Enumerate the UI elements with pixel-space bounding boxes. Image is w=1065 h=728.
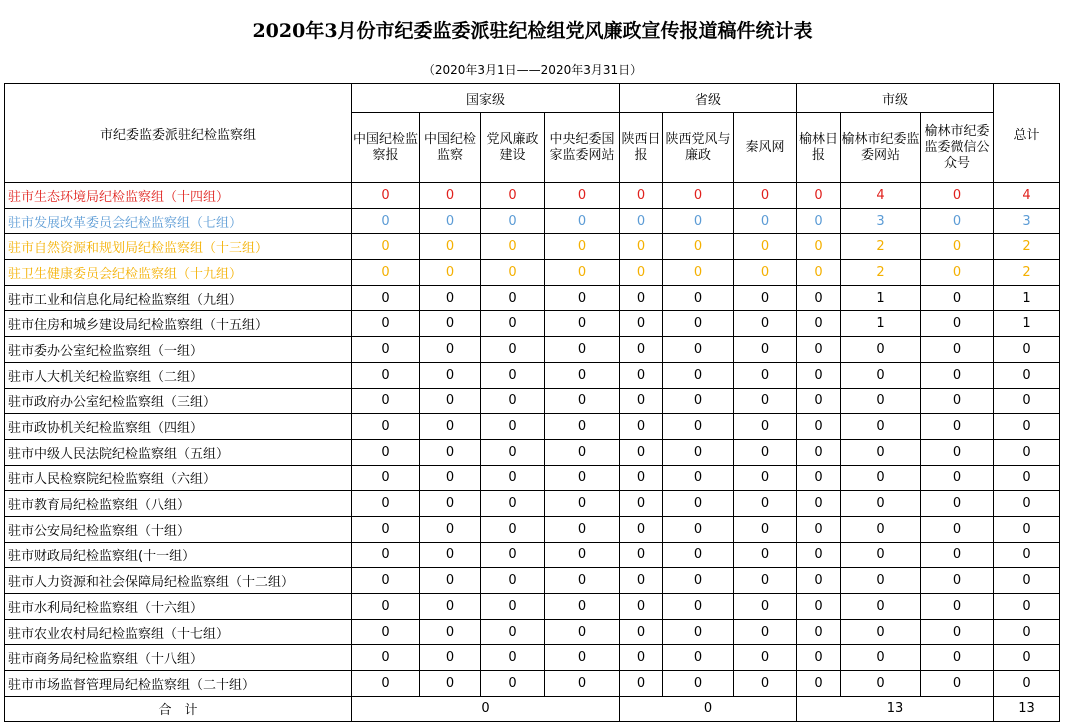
row-cell-value: 0 — [352, 671, 420, 697]
row-total: 0 — [994, 491, 1060, 517]
row-cell-value: 0 — [481, 619, 545, 645]
col-header-cdi-magazine: 中国纪检监察 — [420, 113, 481, 183]
row-cell-value: 0 — [352, 465, 420, 491]
row-cell-value: 0 — [734, 439, 797, 465]
row-cell-value: 0 — [420, 208, 481, 234]
row-cell-value: 0 — [420, 260, 481, 286]
group-national-header: 国家级 — [352, 84, 620, 113]
totals-national: 0 — [352, 696, 620, 721]
row-group-name: 驻市财政局纪检监察组(十一组） — [5, 542, 352, 568]
row-label-header: 市纪委监委派驻纪检监察组 — [5, 84, 352, 183]
row-total: 1 — [994, 285, 1060, 311]
col-header-cdi-newspaper: 中国纪检监察报 — [352, 113, 420, 183]
total-header: 总计 — [994, 84, 1060, 183]
row-cell-value: 0 — [797, 234, 841, 260]
row-group-name: 驻市政府办公室纪检监察组（三组） — [5, 388, 352, 414]
row-cell-value: 0 — [734, 465, 797, 491]
row-total: 0 — [994, 671, 1060, 697]
table-row — [5, 234, 1060, 260]
row-cell-value: 0 — [481, 568, 545, 594]
row-cell-value: 0 — [420, 337, 481, 363]
row-cell-value: 0 — [921, 388, 994, 414]
table-row — [5, 671, 1060, 697]
table-row — [5, 465, 1060, 491]
row-cell-value: 0 — [841, 337, 921, 363]
row-cell-value: 0 — [481, 671, 545, 697]
row-cell-value: 0 — [545, 542, 620, 568]
row-cell-value: 0 — [352, 362, 420, 388]
row-group-name: 驻市住房和城乡建设局纪检监察组（十五组） — [5, 311, 352, 337]
row-cell-value: 0 — [620, 491, 663, 517]
row-total: 0 — [994, 594, 1060, 620]
row-cell-value: 3 — [841, 208, 921, 234]
totals-provincial: 0 — [620, 696, 797, 721]
row-cell-value: 0 — [921, 568, 994, 594]
row-cell-value: 0 — [481, 311, 545, 337]
row-group-name: 驻市人力资源和社会保障局纪检监察组（十二组） — [5, 568, 352, 594]
row-cell-value: 0 — [663, 208, 734, 234]
row-cell-value: 0 — [352, 208, 420, 234]
row-total: 0 — [994, 516, 1060, 542]
row-cell-value: 0 — [921, 439, 994, 465]
row-cell-value: 0 — [841, 671, 921, 697]
row-cell-value: 0 — [420, 311, 481, 337]
table-row — [5, 594, 1060, 620]
row-cell-value: 0 — [352, 568, 420, 594]
row-cell-value: 0 — [420, 619, 481, 645]
row-group-name: 驻市商务局纪检监察组（十八组） — [5, 645, 352, 671]
row-cell-value: 0 — [797, 388, 841, 414]
row-cell-value: 0 — [545, 439, 620, 465]
row-cell-value: 0 — [734, 388, 797, 414]
row-cell-value: 0 — [797, 285, 841, 311]
row-group-name: 驻市自然资源和规划局纪检监察组（十三组） — [5, 234, 352, 260]
row-cell-value: 0 — [841, 516, 921, 542]
row-cell-value: 0 — [841, 362, 921, 388]
row-total: 4 — [994, 183, 1060, 209]
row-total: 0 — [994, 439, 1060, 465]
row-cell-value: 0 — [797, 337, 841, 363]
row-cell-value: 0 — [663, 414, 734, 440]
row-cell-value: 0 — [352, 285, 420, 311]
row-cell-value: 0 — [841, 388, 921, 414]
row-cell-value: 1 — [841, 285, 921, 311]
row-cell-value: 0 — [797, 362, 841, 388]
row-cell-value: 0 — [420, 491, 481, 517]
row-cell-value: 0 — [921, 260, 994, 286]
row-cell-value: 0 — [734, 542, 797, 568]
row-cell-value: 0 — [734, 337, 797, 363]
row-total: 1 — [994, 311, 1060, 337]
row-cell-value: 0 — [921, 208, 994, 234]
page-title: 2020年3月份市纪委监委派驻纪检组党风廉政宣传报道稿件统计表 — [252, 20, 813, 42]
row-cell-value: 0 — [545, 285, 620, 311]
row-cell-value: 0 — [663, 594, 734, 620]
row-cell-value: 0 — [734, 568, 797, 594]
row-cell-value: 0 — [921, 594, 994, 620]
row-cell-value: 0 — [620, 183, 663, 209]
row-cell-value: 0 — [620, 337, 663, 363]
row-cell-value: 0 — [841, 465, 921, 491]
row-cell-value: 0 — [620, 465, 663, 491]
row-cell-value: 0 — [921, 542, 994, 568]
row-cell-value: 0 — [841, 439, 921, 465]
col-header-clean-governance: 党风廉政建设 — [481, 113, 545, 183]
row-group-name: 驻市教育局纪检监察组（八组） — [5, 491, 352, 517]
row-total: 2 — [994, 260, 1060, 286]
row-cell-value: 0 — [481, 362, 545, 388]
row-cell-value: 0 — [420, 414, 481, 440]
row-cell-value: 0 — [921, 491, 994, 517]
table-row — [5, 491, 1060, 517]
row-cell-value: 0 — [481, 234, 545, 260]
row-group-name: 驻市水利局纪检监察组（十六组） — [5, 594, 352, 620]
row-cell-value: 0 — [620, 645, 663, 671]
row-cell-value: 0 — [797, 465, 841, 491]
row-cell-value: 0 — [481, 645, 545, 671]
row-cell-value: 0 — [663, 260, 734, 286]
row-cell-value: 0 — [620, 516, 663, 542]
row-cell-value: 0 — [620, 568, 663, 594]
table-row — [5, 414, 1060, 440]
row-total: 0 — [994, 542, 1060, 568]
row-group-name: 驻卫生健康委员会纪检监察组（十九组） — [5, 260, 352, 286]
row-cell-value: 0 — [352, 542, 420, 568]
row-cell-value: 0 — [352, 260, 420, 286]
table-row — [5, 619, 1060, 645]
row-cell-value: 0 — [734, 671, 797, 697]
row-cell-value: 0 — [921, 645, 994, 671]
row-cell-value: 0 — [545, 388, 620, 414]
row-cell-value: 0 — [841, 594, 921, 620]
row-cell-value: 0 — [921, 183, 994, 209]
row-cell-value: 0 — [620, 414, 663, 440]
row-cell-value: 0 — [921, 311, 994, 337]
row-cell-value: 0 — [797, 645, 841, 671]
row-cell-value: 0 — [734, 516, 797, 542]
group-city-header: 市级 — [797, 84, 994, 113]
row-cell-value: 0 — [734, 234, 797, 260]
row-cell-value: 0 — [841, 645, 921, 671]
row-cell-value: 0 — [481, 594, 545, 620]
row-cell-value: 0 — [420, 388, 481, 414]
row-group-name: 驻市市场监督管理局纪检监察组（二十组） — [5, 671, 352, 697]
table-row — [5, 388, 1060, 414]
row-cell-value: 2 — [841, 234, 921, 260]
row-total: 0 — [994, 414, 1060, 440]
row-cell-value: 0 — [797, 568, 841, 594]
row-cell-value: 0 — [620, 439, 663, 465]
row-cell-value: 0 — [734, 619, 797, 645]
row-cell-value: 0 — [545, 491, 620, 517]
row-cell-value: 0 — [352, 183, 420, 209]
row-cell-value: 0 — [620, 362, 663, 388]
row-total: 0 — [994, 645, 1060, 671]
row-total: 0 — [994, 568, 1060, 594]
row-cell-value: 4 — [841, 183, 921, 209]
row-cell-value: 0 — [481, 285, 545, 311]
row-cell-value: 0 — [620, 234, 663, 260]
row-cell-value: 0 — [545, 234, 620, 260]
row-cell-value: 0 — [481, 516, 545, 542]
row-cell-value: 0 — [352, 414, 420, 440]
table-row — [5, 260, 1060, 286]
table-row — [5, 285, 1060, 311]
table-row — [5, 516, 1060, 542]
row-cell-value: 0 — [420, 594, 481, 620]
row-cell-value: 0 — [663, 362, 734, 388]
row-total: 0 — [994, 465, 1060, 491]
col-header-shaanxi-party-style: 陕西党风与廉政 — [663, 113, 734, 183]
row-cell-value: 0 — [420, 439, 481, 465]
row-cell-value: 0 — [420, 234, 481, 260]
row-cell-value: 0 — [734, 311, 797, 337]
row-group-name: 驻市生态环境局纪检监察组（十四组） — [5, 183, 352, 209]
table-row — [5, 542, 1060, 568]
row-total: 3 — [994, 208, 1060, 234]
col-header-yulin-cdi-wechat: 榆林市纪委监委微信公众号 — [921, 113, 994, 183]
row-cell-value: 0 — [663, 234, 734, 260]
row-cell-value: 0 — [352, 491, 420, 517]
row-cell-value: 0 — [352, 439, 420, 465]
row-cell-value: 0 — [481, 542, 545, 568]
row-cell-value: 0 — [420, 465, 481, 491]
row-cell-value: 1 — [841, 311, 921, 337]
row-cell-value: 0 — [797, 491, 841, 517]
row-cell-value: 0 — [545, 671, 620, 697]
row-cell-value: 0 — [734, 208, 797, 234]
row-cell-value: 0 — [620, 671, 663, 697]
row-cell-value: 0 — [841, 568, 921, 594]
table-row — [5, 645, 1060, 671]
row-cell-value: 0 — [734, 414, 797, 440]
row-cell-value: 0 — [921, 465, 994, 491]
row-cell-value: 0 — [841, 491, 921, 517]
row-group-name: 驻市委办公室纪检监察组（一组） — [5, 337, 352, 363]
row-cell-value: 0 — [420, 671, 481, 697]
row-cell-value: 0 — [420, 516, 481, 542]
col-header-ccdi-website: 中央纪委国家监委网站 — [545, 113, 620, 183]
totals-row — [5, 696, 1060, 721]
row-cell-value: 0 — [352, 234, 420, 260]
row-cell-value: 0 — [663, 645, 734, 671]
row-cell-value: 0 — [734, 594, 797, 620]
row-cell-value: 0 — [352, 388, 420, 414]
table-row — [5, 439, 1060, 465]
row-cell-value: 0 — [481, 388, 545, 414]
row-cell-value: 0 — [663, 671, 734, 697]
row-cell-value: 0 — [545, 260, 620, 286]
col-header-shaanxi-daily: 陕西日报 — [620, 113, 663, 183]
row-cell-value: 0 — [420, 285, 481, 311]
row-total: 2 — [994, 234, 1060, 260]
row-cell-value: 0 — [545, 337, 620, 363]
row-group-name: 驻市工业和信息化局纪检监察组（九组） — [5, 285, 352, 311]
row-cell-value: 0 — [663, 542, 734, 568]
row-cell-value: 0 — [734, 491, 797, 517]
row-cell-value: 0 — [663, 491, 734, 517]
totals-grand: 13 — [994, 696, 1060, 721]
row-cell-value: 0 — [734, 183, 797, 209]
row-cell-value: 0 — [420, 645, 481, 671]
row-cell-value: 0 — [481, 491, 545, 517]
row-cell-value: 0 — [545, 311, 620, 337]
row-cell-value: 0 — [620, 311, 663, 337]
col-header-yulin-cdi-website: 榆林市纪委监委网站 — [841, 113, 921, 183]
row-cell-value: 0 — [545, 594, 620, 620]
row-cell-value: 0 — [921, 414, 994, 440]
row-cell-value: 0 — [841, 414, 921, 440]
row-cell-value: 0 — [545, 619, 620, 645]
row-cell-value: 0 — [921, 362, 994, 388]
col-header-yulin-daily: 榆林日报 — [797, 113, 841, 183]
table-row — [5, 311, 1060, 337]
row-cell-value: 0 — [545, 568, 620, 594]
row-cell-value: 2 — [841, 260, 921, 286]
row-cell-value: 0 — [620, 619, 663, 645]
row-cell-value: 0 — [481, 208, 545, 234]
row-cell-value: 0 — [620, 285, 663, 311]
table-row — [5, 362, 1060, 388]
row-cell-value: 0 — [921, 337, 994, 363]
row-cell-value: 0 — [481, 439, 545, 465]
row-total: 0 — [994, 388, 1060, 414]
row-cell-value: 0 — [420, 542, 481, 568]
row-cell-value: 0 — [352, 311, 420, 337]
row-cell-value: 0 — [545, 208, 620, 234]
table-body — [5, 183, 1060, 697]
row-cell-value: 0 — [921, 234, 994, 260]
table-row — [5, 568, 1060, 594]
row-cell-value: 0 — [352, 516, 420, 542]
row-cell-value: 0 — [481, 260, 545, 286]
row-cell-value: 0 — [841, 542, 921, 568]
row-cell-value: 0 — [841, 619, 921, 645]
row-cell-value: 0 — [352, 337, 420, 363]
row-cell-value: 0 — [663, 183, 734, 209]
row-cell-value: 0 — [545, 362, 620, 388]
row-cell-value: 0 — [797, 516, 841, 542]
row-cell-value: 0 — [797, 311, 841, 337]
row-cell-value: 0 — [545, 465, 620, 491]
totals-city: 13 — [797, 696, 994, 721]
row-cell-value: 0 — [545, 516, 620, 542]
row-cell-value: 0 — [545, 183, 620, 209]
row-cell-value: 0 — [420, 362, 481, 388]
row-cell-value: 0 — [921, 671, 994, 697]
row-cell-value: 0 — [663, 337, 734, 363]
row-total: 0 — [994, 362, 1060, 388]
row-cell-value: 0 — [797, 414, 841, 440]
table-row — [5, 208, 1060, 234]
row-cell-value: 0 — [734, 285, 797, 311]
row-cell-value: 0 — [352, 645, 420, 671]
row-cell-value: 0 — [352, 619, 420, 645]
row-total: 0 — [994, 337, 1060, 363]
row-group-name: 驻市发展改革委员会纪检监察组（七组） — [5, 208, 352, 234]
statistics-table — [4, 83, 1060, 722]
row-cell-value: 0 — [797, 183, 841, 209]
row-group-name: 驻市人大机关纪检监察组（二组） — [5, 362, 352, 388]
row-group-name: 驻市农业农村局纪检监察组（十七组） — [5, 619, 352, 645]
row-cell-value: 0 — [734, 645, 797, 671]
row-cell-value: 0 — [620, 208, 663, 234]
row-cell-value: 0 — [663, 388, 734, 414]
row-cell-value: 0 — [620, 388, 663, 414]
row-cell-value: 0 — [481, 465, 545, 491]
row-cell-value: 0 — [481, 337, 545, 363]
row-cell-value: 0 — [420, 183, 481, 209]
row-cell-value: 0 — [797, 671, 841, 697]
row-cell-value: 0 — [620, 542, 663, 568]
row-cell-value: 0 — [797, 260, 841, 286]
row-cell-value: 0 — [797, 439, 841, 465]
row-cell-value: 0 — [663, 568, 734, 594]
row-cell-value: 0 — [663, 285, 734, 311]
row-cell-value: 0 — [663, 439, 734, 465]
totals-label: 合 计 — [5, 696, 352, 721]
row-cell-value: 0 — [663, 619, 734, 645]
row-group-name: 驻市人民检察院纪检监察组（六组） — [5, 465, 352, 491]
header-group-row — [5, 84, 1060, 113]
row-cell-value: 0 — [921, 516, 994, 542]
row-cell-value: 0 — [663, 311, 734, 337]
row-cell-value: 0 — [481, 183, 545, 209]
row-cell-value: 0 — [620, 594, 663, 620]
row-cell-value: 0 — [921, 619, 994, 645]
row-cell-value: 0 — [797, 619, 841, 645]
row-cell-value: 0 — [352, 594, 420, 620]
row-cell-value: 0 — [797, 208, 841, 234]
row-cell-value: 0 — [420, 568, 481, 594]
row-group-name: 驻市中级人民法院纪检监察组（五组） — [5, 439, 352, 465]
table-row — [5, 183, 1060, 209]
row-total: 0 — [994, 619, 1060, 645]
row-cell-value: 0 — [734, 362, 797, 388]
group-provincial-header: 省级 — [620, 84, 797, 113]
row-group-name: 驻市政协机关纪检监察组（四组） — [5, 414, 352, 440]
row-cell-value: 0 — [620, 260, 663, 286]
row-cell-value: 0 — [481, 414, 545, 440]
row-cell-value: 0 — [797, 594, 841, 620]
row-cell-value: 0 — [545, 414, 620, 440]
row-cell-value: 0 — [663, 465, 734, 491]
row-cell-value: 0 — [545, 645, 620, 671]
row-cell-value: 0 — [797, 542, 841, 568]
row-cell-value: 0 — [663, 516, 734, 542]
col-header-qinfeng-net: 秦风网 — [734, 113, 797, 183]
table-row — [5, 337, 1060, 363]
row-cell-value: 0 — [734, 260, 797, 286]
row-group-name: 驻市公安局纪检监察组（十组） — [5, 516, 352, 542]
date-range: （2020年3月1日——2020年3月31日） — [422, 63, 643, 77]
row-cell-value: 0 — [921, 285, 994, 311]
